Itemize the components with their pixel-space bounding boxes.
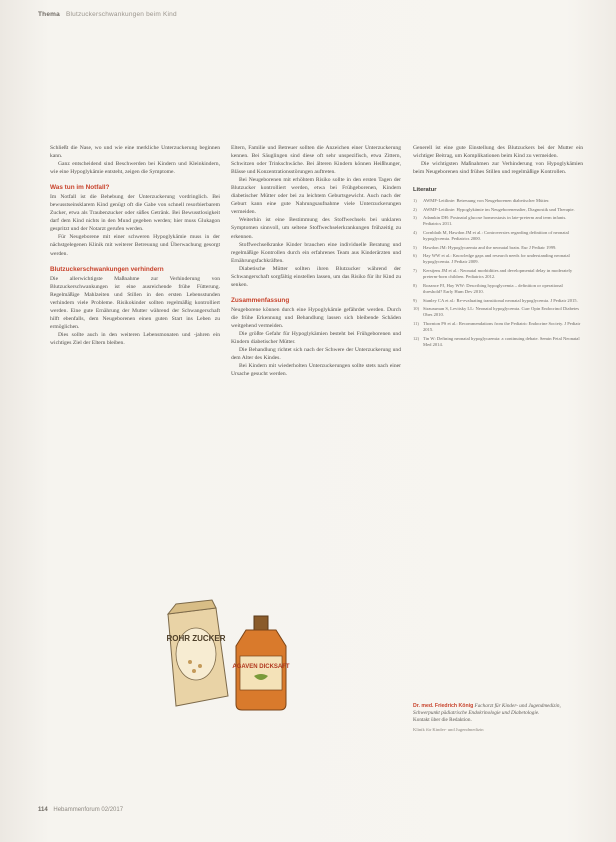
paragraph: Weiterhin ist eine Bestimmung des Stoffwechsels bei unklaren Symptomen sinnvoll, um seltene Stoffwechselerkrankungen frühzeitig zu erkennen. bbox=[231, 217, 401, 240]
paragraph: Bei Neugeborenen mit erhöhtem Risiko sollte in den ersten Tagen der Blutzucker kontrolliert werden, etwa bei Frühgeborenen, Kindern diabetischer Mütter oder bei zu leichtem Geburtsgewicht. Auch nach der Geburt kann eine gute Nahrungsaufnahme viele Unterzuckerungen vermeiden. bbox=[231, 177, 401, 216]
paragraph: Für Neugeborene mit einer schweren Hypoglykämie muss in der nächstgelegenen Klinik mit weiterer Betreuung und Überwachung gesorgt werden. bbox=[50, 234, 220, 257]
column-2 bbox=[231, 144, 401, 378]
literature-number: 1) bbox=[413, 198, 417, 204]
literature-item bbox=[413, 336, 583, 349]
literature-number: 6) bbox=[413, 253, 417, 259]
literature-text: AWMF-Leitlinie: Betreuung von Neugeborenen diabetischer Mütter. bbox=[423, 198, 550, 204]
paragraph: Bei Kindern mit wiederholten Unterzuckerungen sollte stets nach einer Ursache gesucht werden. bbox=[231, 363, 401, 378]
header-title: Blutzuckerschwankungen beim Kind bbox=[65, 11, 177, 18]
page-footer bbox=[38, 807, 123, 813]
literature-text: AWMF-Leitlinie: Hypoglykämie im Neugeborenenalter, Diagnostik und Therapie. bbox=[423, 206, 575, 212]
paragraph: Eltern, Familie und Betreuer sollten die Anzeichen einer Unterzuckerung kennen. Bei Säuglingen sind diese oft sehr unspezifisch, etwa Zittern, Schwitzen oder Trinkschwäche. Bei älteren Kindern können Heißhunger, Blässe und Konzentrationsstörungen auftreten. bbox=[231, 145, 401, 176]
paragraph: Schließt die Nase, wo und wie eine merkliche Unterzuckerung beginnen kann. bbox=[50, 145, 220, 160]
author-note: Kontakt über die Redaktion. bbox=[413, 717, 472, 724]
paragraph: Die allerwichtigste Maßnahme zur Verhinderung von Blutzuckerschwankungen ist eine ausreichende frühe Fütterung. Regelmäßige Mahlzeiten und Stillen in den ersten Lebensstunden verhindern viele Probleme. Risikokinder sollten regelmäßig kontrolliert werden. Eine gute Ernährung der Mutter während der Schwangerschaft hilft ebenfalls, dem Neugeborenen einen guten Start ins Leben zu ermöglichen. bbox=[50, 275, 220, 330]
paragraph: Neugeborene können durch eine Hypoglykämie gefährdet werden. Durch die frühe Erkennung und Behandlung lassen sich bleibende Schäden weitgehend vermeiden. bbox=[231, 306, 401, 329]
literature-item bbox=[413, 245, 583, 251]
magazine-name: Hebammenforum 02/2017 bbox=[53, 807, 124, 813]
literature-number: 5) bbox=[413, 244, 417, 250]
literature-item bbox=[413, 230, 583, 243]
literature-number: 4) bbox=[413, 229, 417, 235]
paragraph: Generell ist eine gute Einstellung des Blutzuckers bei der Mutter ein wichtiger Beitrag, um Komplikationen beim Kind zu vermeiden. bbox=[413, 145, 583, 160]
literature-heading: Literatur bbox=[413, 187, 437, 194]
author-address: Klinik für Kinder- und Jugendmedizin bbox=[413, 726, 484, 732]
running-header bbox=[38, 11, 177, 18]
literature-number: 8) bbox=[413, 282, 417, 288]
literature-text: Cornblath M, Hawdon JM et al.: Controversies regarding definition of neonatal hypoglycemia. Pediatrics 2000. bbox=[423, 229, 569, 242]
literature-text: Hay WW et al.: Knowledge gaps and research needs for understanding neonatal hypoglycemia. J Pediatr 2009. bbox=[423, 253, 570, 265]
literature-text: Thornton PS et al.: Recommendations from the Pediatric Endocrine Society. J Pediatr 2015. bbox=[423, 320, 581, 333]
paragraph: Ganz entscheidend sind Beschwerden bei Kindern und Kleinkindern, wie eine Hypoglykämie entsteht, zeigen die Symptome. bbox=[50, 161, 220, 176]
literature-number: 12) bbox=[413, 335, 420, 341]
literature-number: 10) bbox=[413, 305, 420, 311]
bottle-label: AGAVEN DICKSAFT bbox=[232, 664, 290, 670]
literature-number: 2) bbox=[413, 206, 417, 212]
bag-label: ROHR ZUCKER bbox=[166, 634, 226, 643]
literature-text: Stanley CA et al.: Re-evaluating transitional neonatal hypoglycemia. J Pediatr 2015. bbox=[423, 297, 578, 303]
section-heading-verhindern: Blutzuckerschwankungen verhindern bbox=[50, 265, 164, 273]
literature-item bbox=[413, 306, 583, 319]
author-role: Facharzt für Kinder- und Jugendmedizin, Schwerpunkt pädiatrische Endokrinologie und Diabetologie. bbox=[413, 703, 561, 717]
header-section: Thema bbox=[38, 11, 60, 18]
column-3 bbox=[413, 144, 583, 350]
paragraph: Die wichtigsten Maßnahmen zur Verhinderung von Hypoglykämien beim Neugeborenen sind frühes Stillen und regelmäßige Kontrollen. bbox=[413, 161, 583, 176]
paragraph: Stoffwechselkranke Kinder brauchen eine individuelle Beratung und regelmäßige Kontrollen durch ein erfahrenes Team aus Kinderärzten und Ernährungsfachkräften. bbox=[231, 241, 401, 264]
sugar-illustration bbox=[146, 596, 326, 716]
literature-item bbox=[413, 207, 583, 213]
paragraph: Diabetische Mütter sollten ihren Blutzucker während der Schwangerschaft sorgfältig einstellen lassen, um das Risiko für ihr Kind zu senken. bbox=[231, 265, 401, 288]
literature-text: Rozance PJ, Hay WW: Describing hypoglycemia – definition or operational threshold? Early Hum Dev 2010. bbox=[423, 282, 563, 295]
literature-item bbox=[413, 198, 583, 204]
column-1 bbox=[50, 144, 220, 347]
literature-text: Tin W: Defining neonatal hypoglycaemia: a continuing debate. Semin Fetal Neonatal Med 2014. bbox=[423, 335, 580, 347]
literature-item bbox=[413, 321, 583, 334]
paragraph: Im Notfall ist die Behebung der Unterzuckerung vordringlich. Bei bewusstseinsklarem Kind genügt oft die Gabe von schnell resorbierbarem Zucker, etwa als Traubenzucker oder süßes Getränk. Bei Bewusstlosigkeit darf dem Kind nichts in den Mund gegeben werden; hier muss Glukagon gespritzt und der Notarzt gerufen werden. bbox=[50, 194, 220, 233]
literature-text: Straussman S, Levitsky LL: Neonatal hypoglycemia. Curr Opin Endocrinol Diabetes Obes 2010. bbox=[423, 305, 580, 318]
literature-number: 7) bbox=[413, 267, 417, 273]
literature-item bbox=[413, 298, 583, 304]
paragraph: Die Behandlung richtet sich nach der Schwere der Unterzuckerung und dem Alter des Kindes. bbox=[231, 347, 401, 362]
paragraph: Die größte Gefahr für Hypoglykämien besteht bei Frühgeborenen und Kindern diabetischer Mütter. bbox=[231, 330, 401, 346]
author-bio bbox=[413, 703, 583, 733]
section-heading-zusammenfassung: Zusammenfassung bbox=[231, 296, 290, 304]
literature-item bbox=[413, 215, 583, 228]
paragraph: Dies sollte auch in den weiteren Lebensmonaten und -jahren ein wichtiges Ziel der Eltern bleiben. bbox=[50, 331, 220, 346]
literature-text: Kerstjens JM et al.: Neonatal morbidities and developmental delay in moderately preterm-born children. Pediatrics 2012. bbox=[423, 267, 573, 280]
author-name: Dr. med. Friedrich König bbox=[413, 703, 474, 709]
section-heading-notfall: Was tun im Notfall? bbox=[50, 184, 110, 192]
literature-item bbox=[413, 283, 583, 296]
literature-list bbox=[413, 198, 583, 348]
syrup-bottle bbox=[232, 616, 290, 710]
literature-text: Hawdon JM: Hypoglycaemia and the neonatal brain. Eur J Pediatr 1999. bbox=[423, 244, 557, 250]
literature-item bbox=[413, 253, 583, 266]
literature-item bbox=[413, 268, 583, 281]
page-number: 114 bbox=[38, 807, 48, 813]
literature-number: 9) bbox=[413, 297, 417, 303]
sugar-bag bbox=[166, 600, 228, 706]
literature-number: 11) bbox=[413, 320, 419, 326]
literature-text: Adamkin DH: Postnatal glucose homeostasis in late-preterm and term infants. Pediatrics 2011. bbox=[423, 215, 567, 227]
literature-number: 3) bbox=[413, 215, 417, 221]
